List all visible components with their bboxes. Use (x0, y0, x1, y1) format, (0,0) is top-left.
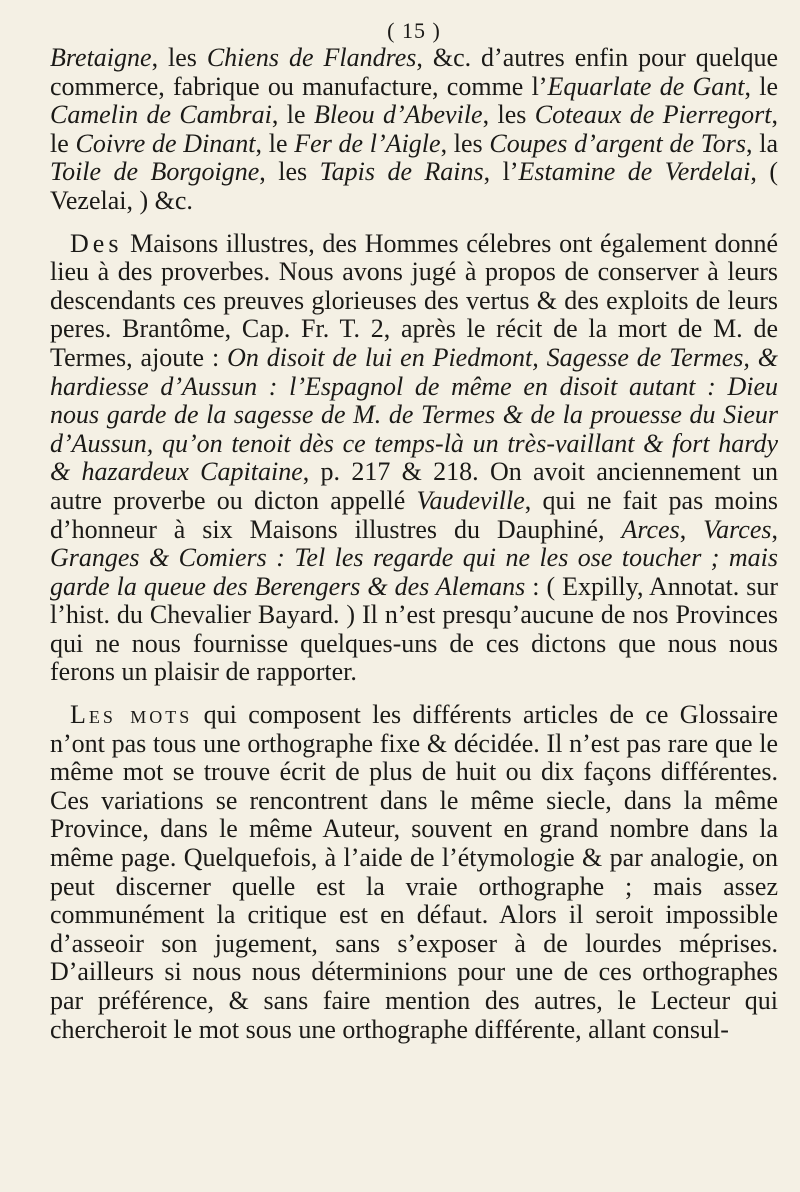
paragraph-illustrious-houses: Des Maisons illustres, des Hommes célebres ont également donné lieu à des proverbes. Nous avons jugé à propos de conserver à leurs descendants ces preuves glorieuses des vertus & des exploits de leurs peres. Brantôme, Cap. Fr. T. 2, après le récit de la mort de M. de Termes, ajoute : On disoit de lui en Piedmont, Sagesse de Termes, & hardiesse d’Aussun : l’Espagnol de même en disoit autant : Dieu nous garde de la sagesse de M. de Termes & de la prouesse du Sieur d’Aussun, qu’on tenoit dès ce temps-là un très-vaillant & fort hardy & hazardeux Capitaine, p. 217 & 218. On avoit anciennement un autre proverbe ou dicton appellé Vaudeville, qui ne fait pas moins d’honneur à six Maisons illustres du Dauphiné, Arces, Varces, Granges & Comiers : Tel les regarde qui ne les ose toucher ; mais garde la queue des Berengers & des Alemans : ( Expilly, Annotat. sur l’hist. du Chevalier Bayard. ) Il n’est presqu’aucune de nos Provinces qui ne nous fournisse quelques-uns de ces dictons que nous nous ferons un plaisir de rapporter. (50, 228, 779, 687)
page-number: ( 15 ) (387, 18, 441, 43)
paragraph-orthography: Les mots qui composent les différents articles de ce Glossaire n’ont pas tous une orthographe fixe & décidée. Il n’est pas rare que le même mot se trouve écrit de plus de huit ou dix façons différentes. Ces variations se rencontrent dans le même siecle, dans la même Province, dans le même Auteur, souvent en grand nombre dans la même page. Quelquefois, à l’aide de l’étymologie & par analogie, on peut discerner quelle est la vraie orthographe ; mais assez communément la critique est en défaut. Alors il seroit impossible d’asseoir son jugement, sans s’exposer à de lourdes méprises. D’ailleurs si nous nous déterminions pour une de ces orthographes par préférence, & sans faire mention des autres, le Lecteur qui chercheroit le mot sous une orthographe différente, allant consul- (50, 700, 778, 1044)
paragraph-trades: Bretaigne, les Chiens de Flandres, &c. d’autres enfin pour quelque commerce, fabrique ou manufacture, comme l’Equarlate de Gant, le Camelin de Cambrai, le Bleou d’Abevile, les Coteaux de Pierregort, le Coivre de Dinant, le Fer de l’Aigle, les Coupes d’argent de Tors, la Toile de Borgoigne, les Tapis de Rains, l’Estamine de Verdelai, ( Vezelai, ) &c. (50, 43, 779, 215)
